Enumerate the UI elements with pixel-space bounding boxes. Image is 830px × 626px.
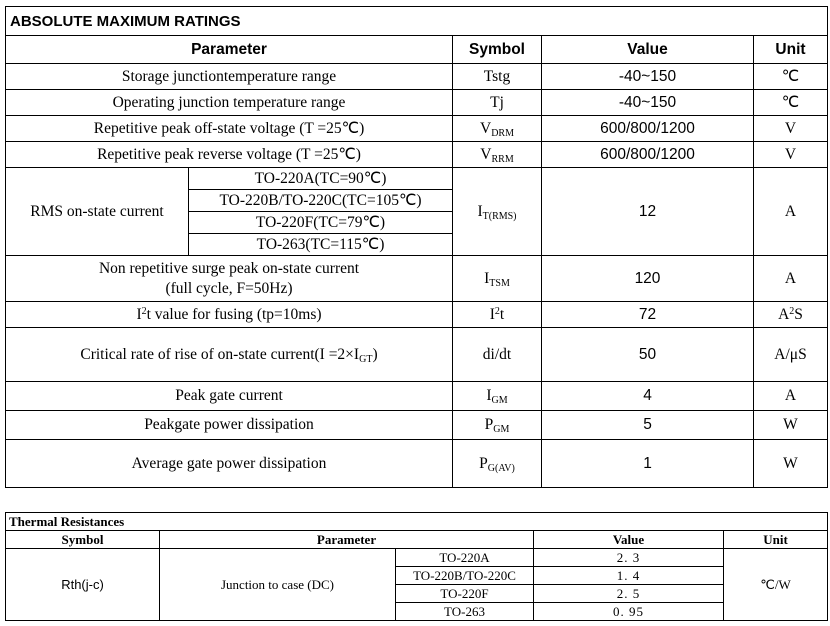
package-cell: TO-220F(TC=79℃) [189,212,453,234]
parameter-cell: Peak gate current [6,382,453,411]
value-cell: 1. 4 [534,567,724,585]
value-cell: -40~150 [542,64,754,90]
unit-cell: A [754,256,828,302]
value-cell: 600/800/1200 [542,116,754,142]
package-cell: TO-220A(TC=90℃) [189,168,453,190]
table-row [6,328,828,382]
table-row [6,168,828,190]
symbol-cell: $P_{GM}$ [453,411,542,440]
value-cell: 4 [542,382,754,411]
parameter-cell: Repetitive peak off-state voltage (T =25℃) [6,116,453,142]
parameter-cell: Peakgate power dissipation [6,411,453,440]
value-cell: 0. 95 [534,603,724,621]
table-row [6,440,828,488]
value-cell: 1 [542,440,754,488]
header-unit: Unit [754,36,828,64]
rms-parameter-cell: RMS on-state current [6,168,189,256]
unit-cell: ℃ [754,90,828,116]
unit-cell: ℃/W [724,549,828,621]
symbol-cell: $I_{GM}$ [453,382,542,411]
value-cell: 72 [542,302,754,328]
parameter-cell: Average gate power dissipation [6,440,453,488]
symbol-cell: Tj [453,90,542,116]
header-unit: Unit [724,531,828,549]
table-row [6,116,828,142]
table-row [6,382,828,411]
value-cell: 5 [542,411,754,440]
value-cell: 600/800/1200 [542,142,754,168]
value-cell: 50 [542,328,754,382]
symbol-cell: $I_{TSM}$ [453,256,542,302]
table-row [6,142,828,168]
absolute-maximum-ratings-table [5,6,828,488]
symbol-cell: Tstg [453,64,542,90]
package-cell: TO-220B/TO-220C(TC=105℃) [189,190,453,212]
table-row [6,64,828,90]
package-cell: TO-220B/TO-220C [396,567,534,585]
header-value: Value [542,36,754,64]
value-cell: 120 [542,256,754,302]
header-value: Value [534,531,724,549]
package-cell: TO-263(TC=115℃) [189,234,453,256]
header-symbol: Symbol [453,36,542,64]
value-cell: 2. 3 [534,549,724,567]
symbol-cell: $V_{DRM}$ [453,116,542,142]
table-title: ABSOLUTE MAXIMUM RATINGS [6,7,828,36]
parameter-cell: Critical rate of rise of on-state current(I $=2\times I_{GT}$) [6,328,453,382]
parameter-cell: Operating junction temperature range [6,90,453,116]
package-cell: TO-220F [396,585,534,603]
symbol-cell: $V_{RRM}$ [453,142,542,168]
unit-cell: V [754,116,828,142]
thermal-resistances-table [5,512,828,621]
table-row [6,302,828,328]
unit-cell: W [754,411,828,440]
unit-cell: W [754,440,828,488]
unit-cell: A [754,382,828,411]
parameter-cell: Junction to case (DC) [160,549,396,621]
package-cell: TO-263 [396,603,534,621]
parameter-cell: Repetitive peak reverse voltage (T =25℃) [6,142,453,168]
symbol-cell: $I^2t$ [453,302,542,328]
table-row [6,549,828,567]
header-parameter: Parameter [6,36,453,64]
value-cell: 2. 5 [534,585,724,603]
symbol-cell: $I_{T(RMS)}$ [453,168,542,256]
table-title: Thermal Resistances [6,513,828,531]
header-parameter: Parameter [160,531,534,549]
value-cell: -40~150 [542,90,754,116]
symbol-cell: $P_{G(AV)}$ [453,440,542,488]
unit-cell: ℃ [754,64,828,90]
parameter-cell: $I^2t$ value for fusing (tp=10ms) [6,302,453,328]
table-row [6,256,828,302]
parameter-cell: Storage junctiontemperature range [6,64,453,90]
parameter-cell: Non repetitive surge peak on-state current (full cycle, F=50Hz) [6,256,453,302]
symbol-cell: di/dt [453,328,542,382]
package-cell: TO-220A [396,549,534,567]
table-row [6,90,828,116]
unit-cell: $A^2S$ [754,302,828,328]
unit-cell: V [754,142,828,168]
unit-cell: A/μS [754,328,828,382]
value-cell: 12 [542,168,754,256]
symbol-cell: Rth(j-c) [6,549,160,621]
header-symbol: Symbol [6,531,160,549]
unit-cell: A [754,168,828,256]
table-row [6,411,828,440]
